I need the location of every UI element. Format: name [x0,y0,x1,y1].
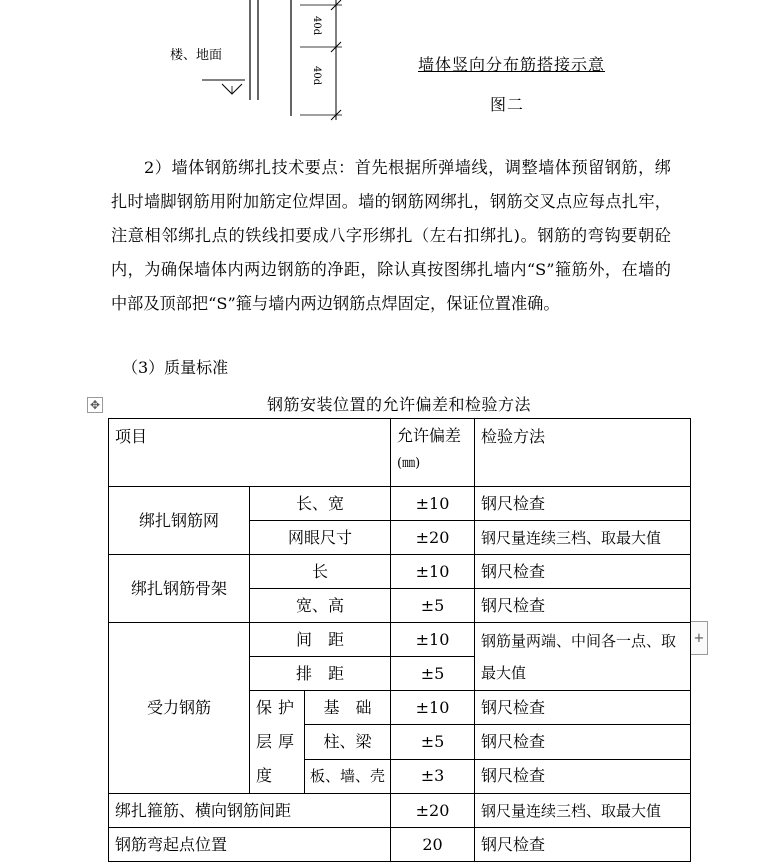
cage-length-method: 钢尺检查 [475,555,691,589]
cage-width-method: 钢尺检查 [475,589,691,623]
cage-length-item: 长 [250,555,391,589]
main-row-tol: ±5 [391,657,475,691]
paragraph-text: 2）墙体钢筋绑扎技术要点：首先根据所弹墙线，调整墙体预留钢筋，绑扎时墙脚钢筋用附加筋定位焊固。墙的钢筋网绑扎，钢筋交叉点应每点扎牢，注意相邻绑扎点的铁线扣要成八字形绑扎（左右扣绑扎)。钢筋的弯钩要朝砼内，为确保墙体内两边钢筋的净距，除认真按图绑扎墙内“S”箍筋外，在墙的中部及顶部把“S”箍与墙内两边钢筋点焊固定，保证位置准确。 [111,158,671,313]
lap-splice-figure [0,0,784,140]
add-column-plus-icon[interactable]: + [691,621,708,655]
header-item [109,419,391,487]
mesh-grid-method: 钢尺量连续三档、取最大值 [475,521,691,555]
floor-label: 楼、地面 [170,48,223,63]
tolerance-table [108,418,691,862]
cover-name: 保护层厚度 [250,691,305,794]
bend-tol: 20 [391,828,475,862]
cover-foundation-method: 钢尺检查 [475,691,691,725]
table-row [109,623,691,657]
mesh-name: 绑扎钢筋网 [109,487,250,555]
body-paragraph [111,151,671,321]
mesh-length-tol: ±10 [391,487,475,521]
table-row [109,828,691,862]
table-row [109,794,691,828]
mesh-grid-tol: ±20 [391,521,475,555]
main-spacing-item: 间 距 [250,623,391,657]
header-method: 检验方法 [475,419,691,487]
stirrup-item: 绑扎箍筋、横向钢筋间距 [109,794,391,828]
table-title: 钢筋安装位置的允许偏差和检验方法 [266,395,531,414]
mesh-grid-item: 网眼尺寸 [250,521,391,555]
cage-width-item: 宽、高 [250,589,391,623]
section-heading: （3）质量标准 [122,358,229,377]
cover-column-item: 柱、梁 [305,725,391,759]
main-spacing-method: 钢筋量两端、中间各一点、取最大值 [475,623,691,691]
cage-name: 绑扎钢筋骨架 [109,555,250,623]
header-unit-text: (㎜) [397,455,421,471]
cover-foundation-tol: ±10 [391,691,475,725]
main-row-item: 排 距 [250,657,391,691]
cover-column-method: 钢尺检查 [475,725,691,759]
table-row [109,487,691,521]
cover-slab-item: 板、墙、壳 [305,759,391,793]
table-move-handle-icon[interactable]: ✥ [87,397,103,413]
bend-method: 钢尺检查 [475,828,691,862]
main-spacing-tol: ±10 [391,623,475,657]
mesh-length-method: 钢尺检查 [475,487,691,521]
bend-item: 钢筋弯起点位置 [109,828,391,862]
main-bar-name: 受力钢筋 [109,623,250,794]
dim-label-upper: 40d [311,16,322,36]
cover-foundation-item: 基 础 [305,691,391,725]
dim-label-lower: 40d [311,66,322,86]
header-tolerance [391,419,475,487]
mesh-length-item: 长、宽 [250,487,391,521]
figure-number: 图二 [490,95,525,114]
table-row [109,555,691,589]
cover-column-tol: ±5 [391,725,475,759]
stirrup-method: 钢尺量连续三档、取最大值 [475,794,691,828]
wall-rebar-diagram [0,0,784,140]
header-item-text: 项目 [115,427,148,446]
cage-length-tol: ±10 [391,555,475,589]
table-header-row [109,419,691,487]
stirrup-tol: ±20 [391,794,475,828]
cover-slab-tol: ±3 [391,759,475,793]
header-tolerance-text: 允许偏差 [397,425,462,445]
cage-width-tol: ±5 [391,589,475,623]
cover-slab-method: 钢尺检查 [475,759,691,793]
figure-caption: 墙体竖向分布筋搭接示意 [418,55,606,74]
